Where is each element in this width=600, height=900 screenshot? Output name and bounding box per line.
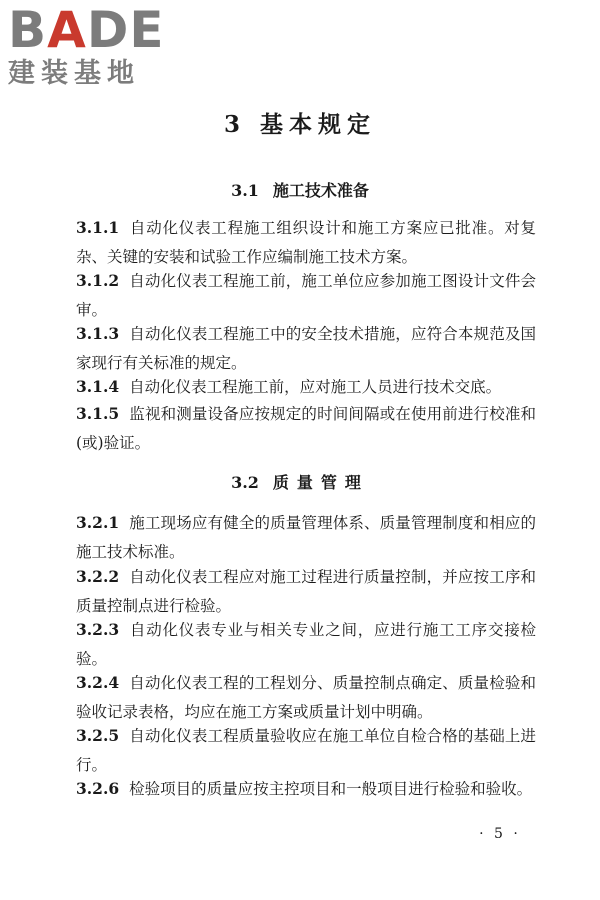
clause-text: 自动化仪表工程质量验收应在施工单位自检合格的基础上进行。 [76, 727, 536, 774]
clause-number: 3.2.5 [76, 726, 120, 745]
clause-text: 检验项目的质量应按主控项目和一般项目进行检验和验收。 [129, 780, 533, 798]
clause-3-1-3 [76, 319, 536, 378]
clause-text: 自动化仪表专业与相关专业之间，应进行施工工序交接检验。 [76, 621, 536, 668]
clause-3-2-5 [76, 721, 536, 780]
logo-wordmark: BADE [8, 1, 165, 59]
clause-3-2-3 [76, 615, 536, 674]
clause-text: 自动化仪表工程施工前，施工单位应参加施工图设计文件会审。 [76, 272, 536, 319]
section-heading-3-2: 3.2 质量管理 [231, 473, 369, 492]
publisher-logo [8, 1, 178, 94]
clause-number: 3.1.4 [76, 377, 120, 396]
clause-text: 自动化仪表工程施工前，应对施工人员进行技术交底。 [129, 378, 502, 396]
clause-text: 自动化仪表工程的工程划分、质量控制点确定、质量检验和验收记录表格，均应在施工方案或质量计划中明确。 [76, 674, 536, 721]
clause-3-1-5 [76, 399, 536, 458]
clause-number: 3.2.3 [76, 620, 120, 639]
clause-text: 自动化仪表工程施工中的安全技术措施，应符合本规范及国家现行有关标准的规定。 [76, 325, 536, 372]
clause-number: 3.1.3 [76, 324, 120, 343]
clause-number: 3.2.1 [76, 513, 120, 532]
clause-3-2-4 [76, 668, 536, 727]
chapter-title: 3 基本规定 [223, 111, 376, 138]
clause-number: 3.1.2 [76, 271, 120, 290]
clause-number: 3.2.2 [76, 567, 120, 586]
clause-3-2-1 [76, 508, 536, 567]
clause-text: 监视和测量设备应按规定的时间间隔或在使用前进行校准和(或)验证。 [76, 405, 536, 452]
logo-subtitle: 建装基地 [8, 58, 140, 89]
clause-number: 3.1.5 [76, 404, 120, 423]
clause-text: 施工现场应有健全的质量管理体系、质量管理制度和相应的施工技术标准。 [76, 514, 536, 561]
clause-number: 3.2.4 [76, 673, 120, 692]
clause-3-1-1 [76, 213, 536, 272]
clause-3-2-2 [76, 562, 536, 621]
clause-3-1-4 [76, 372, 536, 402]
clause-text: 自动化仪表工程应对施工过程进行质量控制，并应按工序和质量控制点进行检验。 [76, 568, 536, 615]
section-heading-3-1: 3.1 施工技术准备 [231, 181, 369, 200]
page-number: · 5 · [479, 826, 521, 842]
clause-3-1-2 [76, 266, 536, 325]
clause-text: 自动化仪表工程施工组织设计和施工方案应已批准。对复杂、关键的安装和试验工作应编制施工技术方案。 [76, 219, 536, 266]
clause-3-2-6 [76, 774, 536, 804]
clause-number: 3.2.6 [76, 779, 120, 798]
clause-number: 3.1.1 [76, 218, 120, 237]
